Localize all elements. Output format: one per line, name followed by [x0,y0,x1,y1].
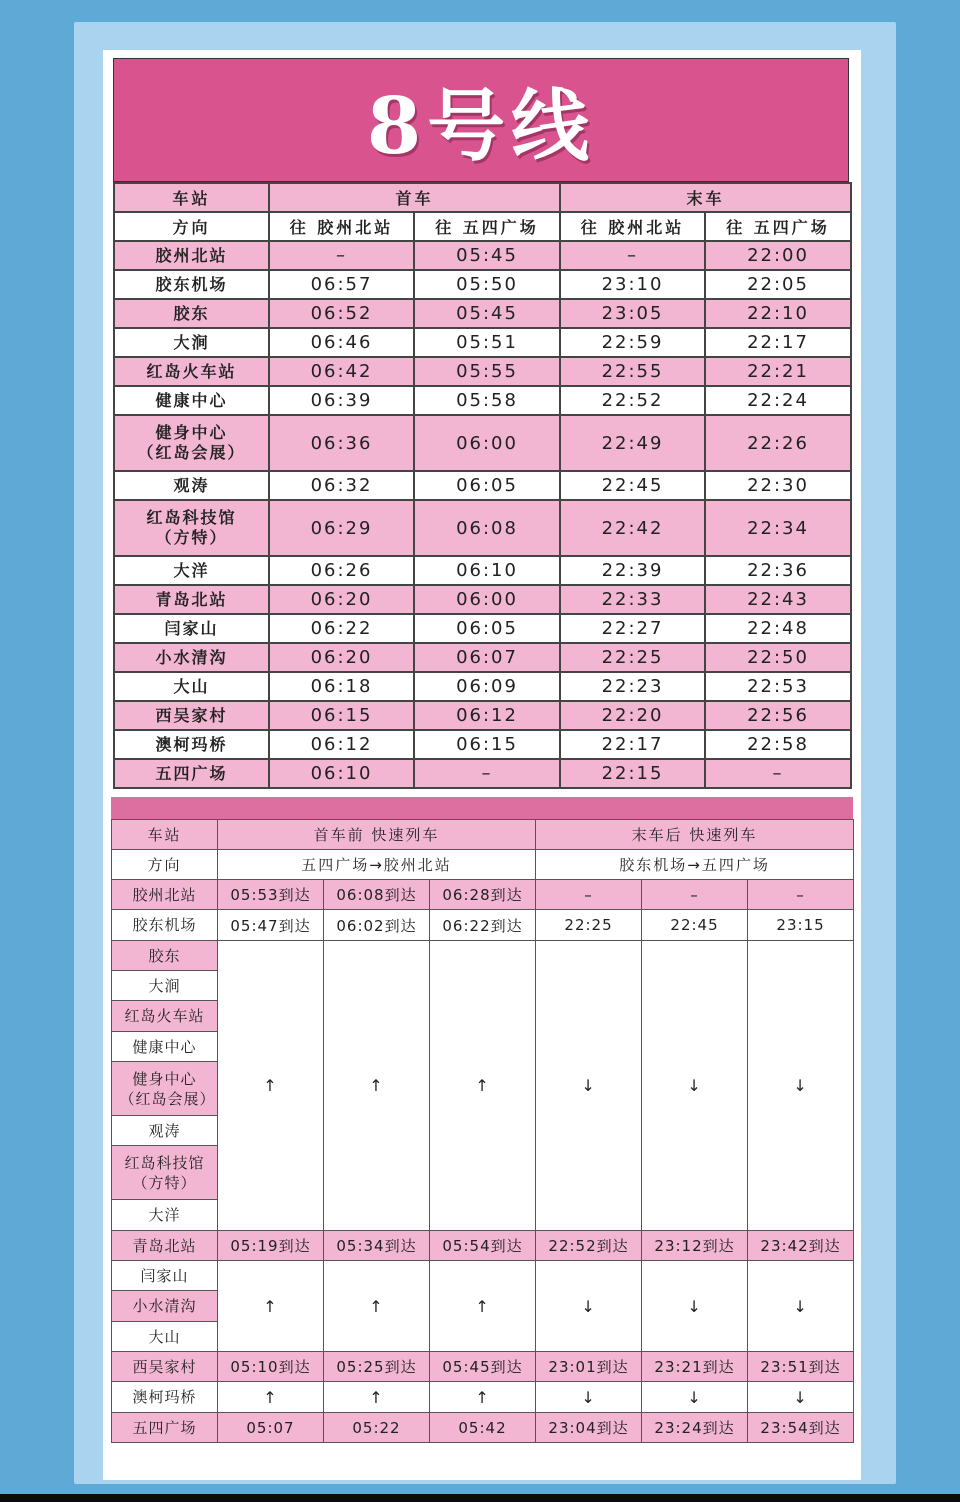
table-row [112,1261,854,1291]
station-name: 观涛 [112,1116,218,1146]
table-row [112,1352,854,1382]
arrow-up-icon: ↑ [324,1261,430,1352]
time-cell: 06:28到达 [430,880,536,910]
station-name-line: 胶州北站 [155,245,228,265]
station-name [112,1062,218,1116]
arrow-up-icon: ↑ [324,941,430,1231]
station-name-line: 西吴家村 [155,705,228,725]
station-name-line: （方特） [155,528,228,547]
station-name-line: 大洋 [173,560,210,580]
station-name [114,357,269,386]
station-name-line: 大涧 [173,332,210,352]
time-cell: 06:18 [269,672,414,701]
time-cell: 22:49 [560,415,705,471]
header-first-express: 首车前 快速列车 [218,820,536,850]
time-cell: 06:29 [269,500,414,556]
table-row [114,500,851,556]
arrow-down-icon: ↓ [748,1261,854,1352]
arrow-down-icon: ↓ [642,941,748,1231]
arrow-down-icon: ↓ [748,941,854,1231]
station-name-line: 胶东 [173,303,210,323]
time-cell: 06:10 [269,759,414,788]
time-cell: 22:15 [560,759,705,788]
station-name: 胶州北站 [112,880,218,910]
time-cell: 22:42 [560,500,705,556]
time-cell: – [748,880,854,910]
time-cell: 06:52 [269,299,414,328]
time-cell: 23:51到达 [748,1352,854,1382]
time-cell: 06:10 [414,556,560,585]
time-cell: 22:30 [705,471,851,500]
time-cell: 23:01到达 [536,1352,642,1382]
time-cell: 06:36 [269,415,414,471]
table-row [114,556,851,585]
table-row [114,701,851,730]
time-cell: 05:42 [430,1413,536,1443]
time-cell: 22:39 [560,556,705,585]
time-cell: 23:10 [560,270,705,299]
time-cell: 06:15 [414,730,560,759]
time-cell: 06:20 [269,585,414,614]
dir-last-to-wusi: 往 五四广场 [705,212,851,241]
station-name [114,328,269,357]
table-row [114,614,851,643]
time-cell: 06:42 [269,357,414,386]
time-cell: 05:45到达 [430,1352,536,1382]
direction-row [114,212,851,241]
time-cell: 06:08到达 [324,880,430,910]
table-row [114,585,851,614]
time-cell: 22:59 [560,328,705,357]
dir-first-to-jiaozhou: 往 胶州北站 [269,212,414,241]
station-name: 青岛北站 [112,1231,218,1261]
time-cell: 22:36 [705,556,851,585]
station-name: 大山 [112,1322,218,1352]
table-row [114,672,851,701]
time-cell: 05:34到达 [324,1231,430,1261]
time-cell: 06:09 [414,672,560,701]
table-row [114,730,851,759]
arrow-up-icon: ↑ [218,1382,324,1413]
station-name-line: 小水清沟 [155,647,228,667]
station-name-text: 健身中心（红岛会展） [119,1069,216,1108]
time-cell: 06:32 [269,471,414,500]
time-cell: 06:22 [269,614,414,643]
station-name-line: 五四广场 [155,763,228,783]
time-cell: 05:55 [414,357,560,386]
header-row [114,183,851,212]
line-title: 8号线 [113,58,849,182]
time-cell: 23:12到达 [642,1231,748,1261]
time-cell: 22:23 [560,672,705,701]
station-name [114,730,269,759]
time-cell: 23:42到达 [748,1231,854,1261]
time-cell: 06:00 [414,415,560,471]
section-divider [111,797,853,819]
station-name [114,500,269,556]
station-name [114,386,269,415]
station-name [114,672,269,701]
station-name: 胶东 [112,941,218,971]
arrow-down-icon: ↓ [536,1261,642,1352]
table-row [114,299,851,328]
table-row [112,1413,854,1443]
time-cell: 22:33 [560,585,705,614]
time-cell: 06:07 [414,643,560,672]
station-name-line: 闫家山 [164,618,219,638]
time-cell: 22:10 [705,299,851,328]
time-cell: 05:51 [414,328,560,357]
arrow-up-icon: ↑ [430,1382,536,1413]
timetable-regular [113,182,852,789]
time-cell: 22:48 [705,614,851,643]
time-cell: 22:58 [705,730,851,759]
time-cell: 06:15 [269,701,414,730]
table-row [114,643,851,672]
table-row [114,270,851,299]
station-name-line: 健身中心 [155,423,228,442]
time-cell: 06:08 [414,500,560,556]
arrow-down-icon: ↓ [642,1261,748,1352]
time-cell: 06:39 [269,386,414,415]
table-row [112,1231,854,1261]
station-name [114,299,269,328]
time-cell: 06:00 [414,585,560,614]
time-cell: 22:53 [705,672,851,701]
time-cell: 22:27 [560,614,705,643]
station-name-line: 大山 [173,676,210,696]
arrow-up-icon: ↑ [324,1382,430,1413]
station-name: 闫家山 [112,1261,218,1291]
time-cell: 22:20 [560,701,705,730]
station-name [114,241,269,270]
time-cell: 06:26 [269,556,414,585]
arrow-down-icon: ↓ [748,1382,854,1413]
station-name: 红岛火车站 [112,1001,218,1032]
time-cell: 06:46 [269,328,414,357]
time-cell: 06:05 [414,471,560,500]
station-name-line: 红岛科技馆 [146,508,237,527]
dir-last-to-jiaozhou: 往 胶州北站 [560,212,705,241]
time-cell: 23:15 [748,910,854,941]
station-name-line: 观涛 [173,475,210,495]
station-name [114,759,269,788]
header-last-express: 末车后 快速列车 [536,820,854,850]
time-cell: 22:52 [560,386,705,415]
time-cell: 06:12 [414,701,560,730]
time-cell: – [642,880,748,910]
time-cell: 22:05 [705,270,851,299]
time-cell: 05:10到达 [218,1352,324,1382]
express-header-station: 车站 [112,820,218,850]
station-name: 小水清沟 [112,1291,218,1322]
time-cell: 05:58 [414,386,560,415]
table-row [112,880,854,910]
station-name: 澳柯玛桥 [112,1382,218,1413]
dir-first-to-wusi: 往 五四广场 [414,212,560,241]
time-cell: 06:20 [269,643,414,672]
time-cell: 22:17 [705,328,851,357]
time-cell: 05:45 [414,241,560,270]
time-cell: 05:19到达 [218,1231,324,1261]
station-name-line: （红岛会展） [137,443,246,462]
station-name: 五四广场 [112,1413,218,1443]
time-cell: 22:17 [560,730,705,759]
time-cell: 22:24 [705,386,851,415]
station-name-line: 澳柯玛桥 [155,734,228,754]
station-name-line: 胶东机场 [155,274,228,294]
table-row [112,1382,854,1413]
header-station: 车站 [114,183,269,212]
station-name [114,701,269,730]
time-cell: 22:45 [560,471,705,500]
time-cell: – [705,759,851,788]
station-name-line: 青岛北站 [155,589,228,609]
time-cell: 22:56 [705,701,851,730]
time-cell: – [414,759,560,788]
time-cell: 23:04到达 [536,1413,642,1443]
time-cell: 23:21到达 [642,1352,748,1382]
station-name: 大洋 [112,1200,218,1231]
time-cell: 22:26 [705,415,851,471]
time-cell: 06:57 [269,270,414,299]
time-cell: 22:45 [642,910,748,941]
express-dir-last: 胶东机场→五四广场 [536,850,854,880]
time-cell: 05:22 [324,1413,430,1443]
station-name [114,556,269,585]
station-name-text: 红岛科技馆（方特） [124,1153,205,1192]
time-cell: 22:25 [560,643,705,672]
header-first-train: 首车 [269,183,560,212]
station-name [114,415,269,471]
station-name [112,1146,218,1200]
time-cell: 22:50 [705,643,851,672]
time-cell: 06:22到达 [430,910,536,941]
header-last-train: 末车 [560,183,851,212]
time-cell: 05:07 [218,1413,324,1443]
time-cell: 22:00 [705,241,851,270]
time-cell: 23:05 [560,299,705,328]
table-row [114,471,851,500]
time-cell: 05:25到达 [324,1352,430,1382]
station-name-line: 红岛火车站 [146,361,237,381]
station-name: 健康中心 [112,1032,218,1062]
bottom-bar [0,1494,960,1502]
time-cell: 23:54到达 [748,1413,854,1443]
station-name [114,270,269,299]
time-cell: 22:34 [705,500,851,556]
express-dir-first: 五四广场→胶州北站 [218,850,536,880]
time-cell: 06:05 [414,614,560,643]
time-cell: 05:47到达 [218,910,324,941]
table-row [114,241,851,270]
arrow-up-icon: ↑ [218,1261,324,1352]
time-cell: 23:24到达 [642,1413,748,1443]
arrow-up-icon: ↑ [430,1261,536,1352]
table-row [112,941,854,971]
station-name [114,471,269,500]
station-name: 胶东机场 [112,910,218,941]
arrow-up-icon: ↑ [430,941,536,1231]
station-name [114,614,269,643]
timetable-express [111,819,854,1443]
arrow-down-icon: ↓ [536,941,642,1231]
time-cell: 05:53到达 [218,880,324,910]
table-row [114,357,851,386]
table-row [112,910,854,941]
arrow-down-icon: ↓ [642,1382,748,1413]
station-name [114,585,269,614]
station-name: 西吴家村 [112,1352,218,1382]
time-cell: – [560,241,705,270]
time-cell: 22:21 [705,357,851,386]
station-name [114,643,269,672]
station-name-line: 健康中心 [155,390,228,410]
table-row [114,328,851,357]
time-cell: – [536,880,642,910]
express-header-row [112,820,854,850]
arrow-up-icon: ↑ [218,941,324,1231]
table-row [114,386,851,415]
time-cell: 05:54到达 [430,1231,536,1261]
table-row [114,415,851,471]
time-cell: 05:50 [414,270,560,299]
time-cell: 05:45 [414,299,560,328]
time-cell: 22:55 [560,357,705,386]
time-cell: 06:02到达 [324,910,430,941]
time-cell: 22:43 [705,585,851,614]
header-direction: 方向 [114,212,269,241]
time-cell: 22:52到达 [536,1231,642,1261]
express-header-direction: 方向 [112,850,218,880]
station-name: 大涧 [112,971,218,1001]
express-direction-row [112,850,854,880]
time-cell: – [269,241,414,270]
time-cell: 06:12 [269,730,414,759]
time-cell: 22:25 [536,910,642,941]
table-row [114,759,851,788]
arrow-down-icon: ↓ [536,1382,642,1413]
